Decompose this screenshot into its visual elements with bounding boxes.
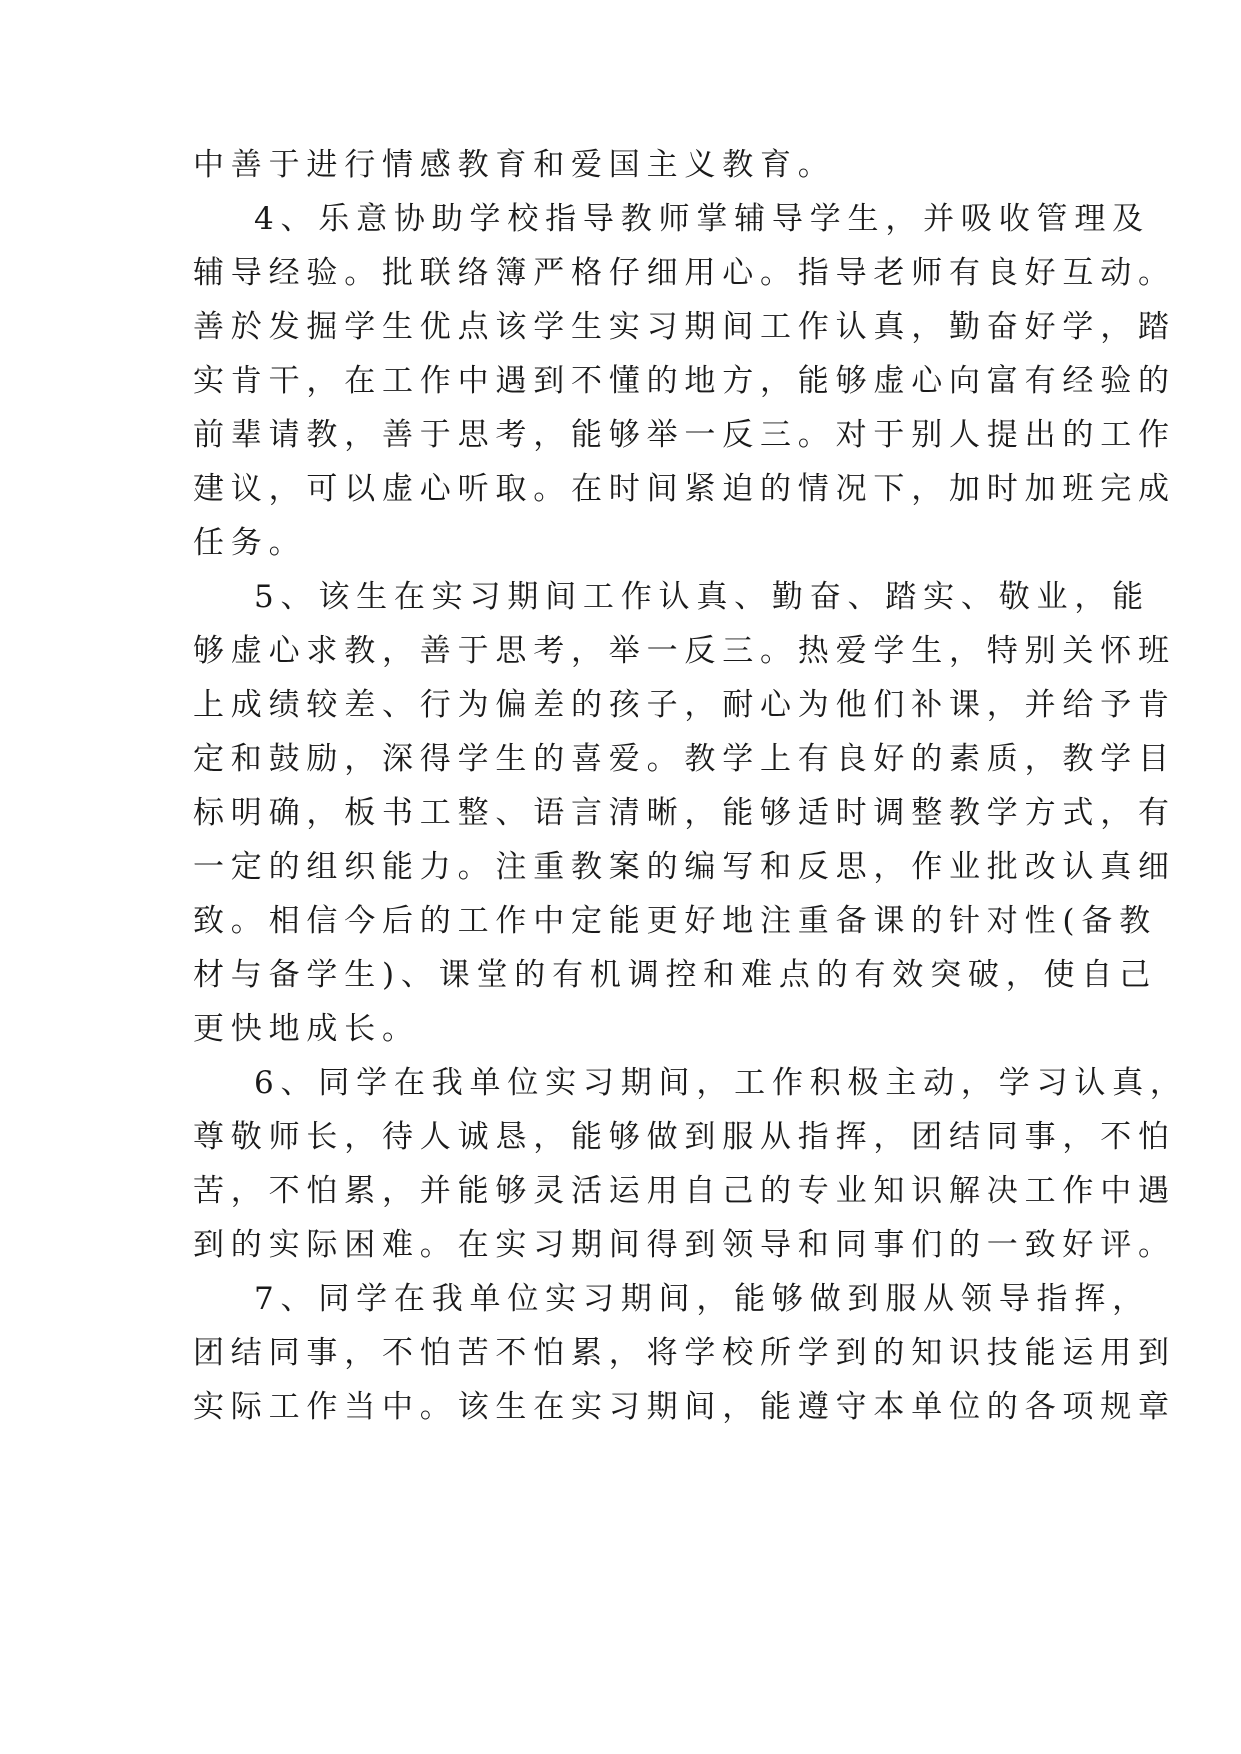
paragraph-6-start: 6、同学在我单位实习期间，工作积极主动，学习认真， [254, 1065, 1188, 1101]
paragraph-4-start: 4、乐意协助学校指导教师掌辅导学生，并吸收管理及 [254, 201, 1150, 237]
paragraph-7-start: 7、同学在我单位实习期间，能够做到服从领导指挥， [254, 1281, 1150, 1317]
text-line: 中善于进行情感教育和爱国主义教育。 [193, 147, 836, 183]
text-line: 够虚心求教，善于思考，举一反三。热爱学生，特别关怀班 [193, 633, 1176, 669]
text-line: 到的实际困难。在实习期间得到领导和同事们的一致好评。 [193, 1227, 1176, 1263]
text-line: 苦，不怕累，并能够灵活运用自己的专业知识解决工作中遇 [193, 1173, 1176, 1209]
text-line: 致。相信今后的工作中定能更好地注重备课的针对性(备教 [193, 903, 1157, 939]
text-line: 定和鼓励，深得学生的喜爱。教学上有良好的素质，教学目 [193, 741, 1176, 777]
text-line: 材与备学生)、课堂的有机调控和难点的有效突破，使自己 [193, 957, 1157, 993]
text-line: 建议，可以虚心听取。在时间紧迫的情况下，加时加班完成 [193, 471, 1176, 507]
text-line: 辅导经验。批联络簿严格仔细用心。指导老师有良好互动。 [193, 255, 1176, 291]
text-line: 团结同事，不怕苦不怕累，将学校所学到的知识技能运用到 [193, 1335, 1176, 1371]
text-line: 善於发掘学生优点该学生实习期间工作认真，勤奋好学，踏 [193, 309, 1176, 345]
paragraph-5-start: 5、该生在实习期间工作认真、勤奋、踏实、敬业，能 [254, 579, 1150, 615]
text-line: 标明确，板书工整、语言清晰，能够适时调整教学方式，有 [193, 795, 1176, 831]
text-line: 更快地成长。 [193, 1011, 420, 1047]
text-line: 任务。 [193, 525, 307, 561]
text-line: 实肯干，在工作中遇到不懂的地方，能够虚心向富有经验的 [193, 363, 1176, 399]
text-line: 实际工作当中。该生在实习期间，能遵守本单位的各项规章 [193, 1389, 1176, 1425]
text-line: 尊敬师长，待人诚恳，能够做到服从指挥，团结同事，不怕 [193, 1119, 1176, 1155]
text-line: 前辈请教，善于思考，能够举一反三。对于别人提出的工作 [193, 417, 1176, 453]
text-line: 上成绩较差、行为偏差的孩子，耐心为他们补课，并给予肯 [193, 687, 1176, 723]
text-line: 一定的组织能力。注重教案的编写和反思，作业批改认真细 [193, 849, 1176, 885]
